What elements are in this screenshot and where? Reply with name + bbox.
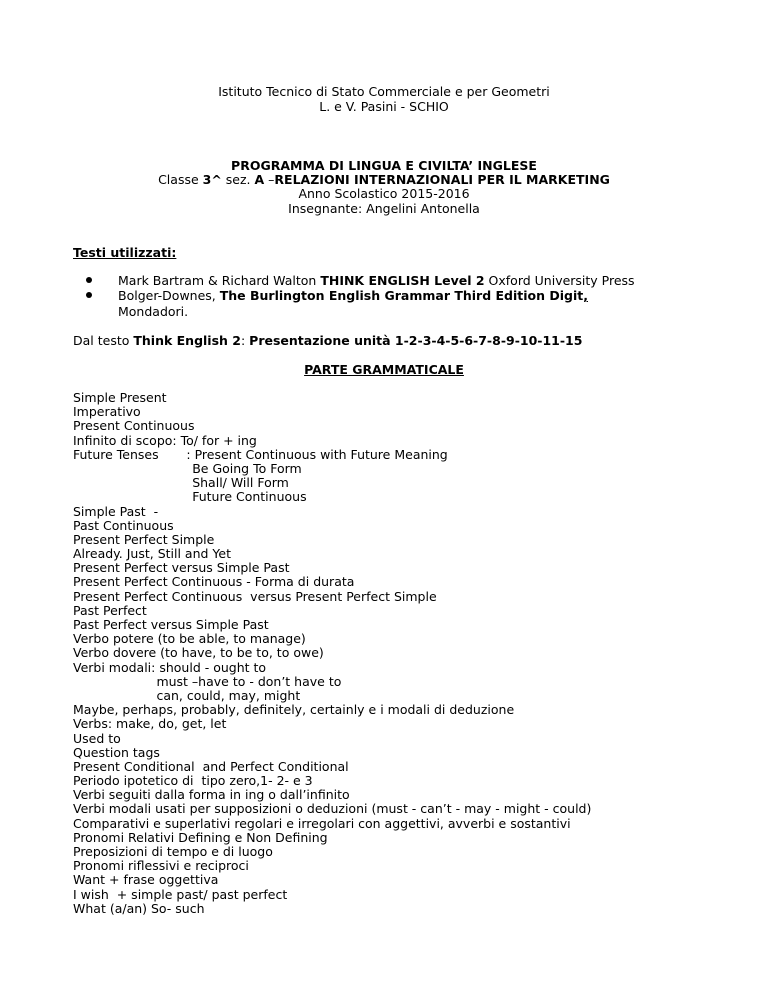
grammar-item: must –have to - don’t have to — [73, 673, 342, 689]
grammar-item: Comparativi e superlativi regolari e irregolari con aggettivi, avverbi e sostantivi — [73, 815, 571, 831]
texts-heading: Testi utilizzati: — [73, 245, 177, 260]
grammar-item: Already. Just, Still and Yet — [73, 546, 231, 562]
grammar-item: can, could, may, might — [73, 687, 301, 703]
book-2: Bolger-Downes, The Burlington English Grammar Third Edition Digit, — [118, 288, 588, 303]
grammar-item: Simple Present — [73, 390, 167, 405]
grammar-item: Past Continuous — [73, 517, 174, 533]
grammar-item: Simple Past - — [73, 503, 159, 519]
grammar-item: Maybe, perhaps, probably, definitely, certainly e i modali di deduzione — [73, 702, 515, 718]
grammar-item: Verbi modali usati per supposizioni o deduzioni (must - can’t - may - might - could) — [73, 801, 592, 817]
section-title: PARTE GRAMMATICALE — [304, 362, 464, 377]
grammar-item: What (a/an) So- such — [73, 900, 205, 916]
grammar-item: Present Perfect Continuous - Forma di durata — [73, 574, 355, 590]
grammar-item: Present Perfect Continuous versus Present Perfect Simple — [73, 588, 437, 604]
grammar-item: Be Going To Form — [73, 460, 302, 476]
grammar-item: Pronomi Relativi Defining e Non Defining — [73, 829, 328, 845]
grammar-item: Verbi seguiti dalla forma in ing o dall’infinito — [73, 787, 350, 803]
grammar-list — [73, 391, 591, 916]
class-line: Classe 3^ sez. A –RELAZIONI INTERNAZIONALI PER IL MARKETING — [158, 172, 610, 187]
school-location-line: L. e V. Pasini - SCHIO — [319, 99, 449, 114]
grammar-item: Future Tenses : Present Continuous with Future Meaning — [73, 446, 448, 462]
grammar-item: Shall/ Will Form — [73, 475, 289, 491]
grammar-item: Past Perfect — [73, 602, 147, 618]
grammar-item: Imperativo — [73, 404, 141, 420]
grammar-item: I wish + simple past/ past perfect — [73, 886, 288, 902]
grammar-item: Future Continuous — [73, 489, 307, 505]
grammar-item: Verbs: make, do, get, let — [73, 716, 227, 732]
grammar-item: Used to — [73, 730, 121, 746]
grammar-item: Present Continuous — [73, 418, 195, 434]
grammar-item: Present Perfect versus Simple Past — [73, 560, 290, 576]
grammar-item: Periodo ipotetico di tipo zero,1- 2- e 3 — [73, 773, 313, 789]
grammar-item: Verbo potere (to be able, to manage) — [73, 631, 306, 647]
book-1: Mark Bartram & Richard Walton THINK ENGLISH Level 2 Oxford University Press — [118, 273, 635, 288]
units-line: Dal testo Think English 2: Presentazione unità 1-2-3-4-5-6-7-8-9-10-11-15 — [73, 333, 583, 348]
book-2-publisher: Mondadori. — [118, 304, 189, 319]
grammar-item: Verbo dovere (to have, to be to, to owe) — [73, 645, 324, 661]
bullet-icon — [86, 292, 92, 298]
program-title: PROGRAMMA DI LINGUA E CIVILTA’ INGLESE — [231, 158, 537, 173]
grammar-item: Question tags — [73, 744, 160, 760]
grammar-item: Preposizioni di tempo e di luogo — [73, 844, 273, 859]
bullet-icon — [86, 277, 92, 283]
grammar-item: Infinito di scopo: To/ for + ing — [73, 432, 257, 448]
teacher-name: Insegnante: Angelini Antonella — [288, 201, 480, 216]
grammar-item: Want + frase oggettiva — [73, 872, 219, 888]
grammar-item: Present Perfect Simple — [73, 531, 215, 547]
grammar-item: Past Perfect versus Simple Past — [73, 617, 269, 632]
grammar-item: Pronomi riflessivi e reciproci — [73, 858, 249, 874]
school-year: Anno Scolastico 2015-2016 — [298, 186, 470, 201]
grammar-item: Present Conditional and Perfect Conditional — [73, 758, 349, 774]
school-name-line: Istituto Tecnico di Stato Commerciale e per Geometri — [218, 84, 550, 99]
grammar-item: Verbi modali: should - ought to — [73, 659, 267, 675]
